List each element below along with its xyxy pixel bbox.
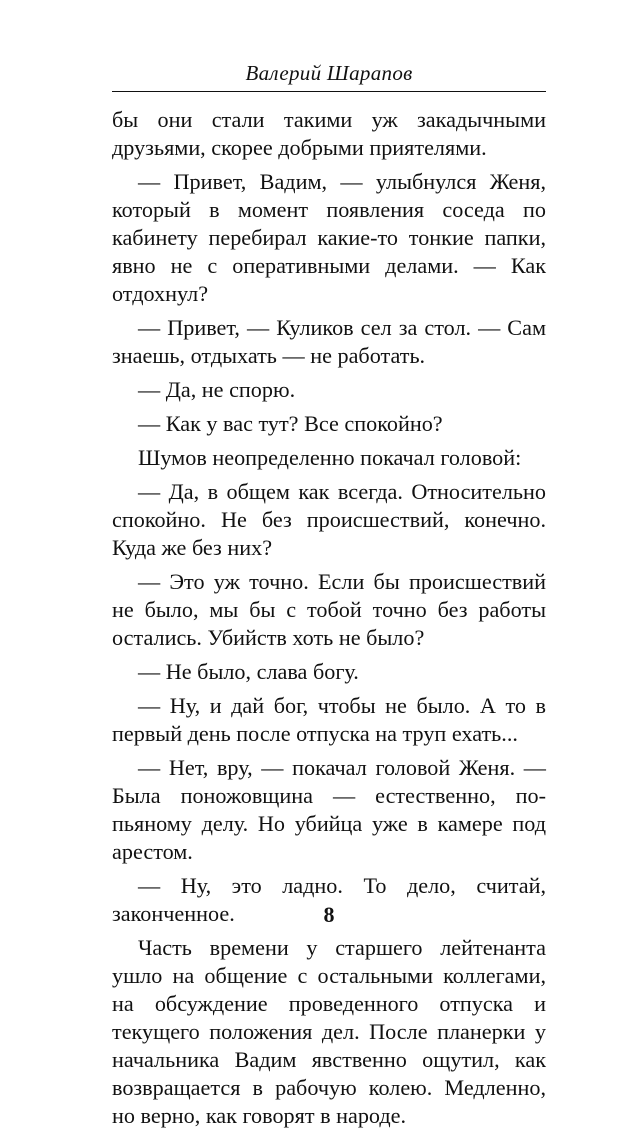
paragraph: — Ну, это ладно. То дело, считай, законченное. xyxy=(112,873,546,926)
header-rule xyxy=(112,91,546,92)
paragraph: — Да, в общем как всегда. Относительно спокойно. Не без происшествий, конечно. Куда же без них? xyxy=(112,479,546,560)
paragraph: — Привет, — Куликов сел за стол. — Сам знаешь, отдыхать — не работать. xyxy=(112,315,546,368)
paragraph: — Ну, и дай бог, чтобы не было. А то в первый день после отпуска на труп ехать... xyxy=(112,693,546,746)
paragraph: — Как у вас тут? Все спокойно? xyxy=(138,411,443,436)
paragraph: бы они стали такими уж закадычными друзьями, скорее добрыми приятелями. xyxy=(112,107,546,160)
paragraph: — Это уж точно. Если бы происшествий не было, мы бы с тобой точно без работы остались. Убийств хоть не было? xyxy=(112,569,546,650)
paragraph: — Привет, Вадим, — улыбнулся Женя, который в момент появления соседа по кабинету перебирал какие-то тонкие папки, явно не с оперативными делами. — Как отдохнул? xyxy=(112,169,546,306)
running-head-author: Валерий Шарапов xyxy=(245,61,413,85)
paragraph: Шумов неопределенно покачал головой: xyxy=(138,445,522,470)
body-text xyxy=(112,106,546,1136)
paragraph: — Нет, вру, — покачал головой Женя. — Была поножовщина — естественно, по-пьяному делу. Но убийца уже в камере под арестом. xyxy=(112,755,546,864)
paragraph: — Да, не спорю. xyxy=(138,377,296,402)
paragraph: Часть времени у старшего лейтенанта ушло на общение с остальными коллегами, на обсуждение проведенного отпуска и текущего положения дел. После планерки у начальника Вадим явственно ощутил, как возвращается в рабочую колею. Медленно, но верно, как говорят в народе. xyxy=(112,935,546,1128)
paragraph: — Не было, слава богу. xyxy=(138,659,359,684)
page-number: 8 xyxy=(323,902,335,927)
